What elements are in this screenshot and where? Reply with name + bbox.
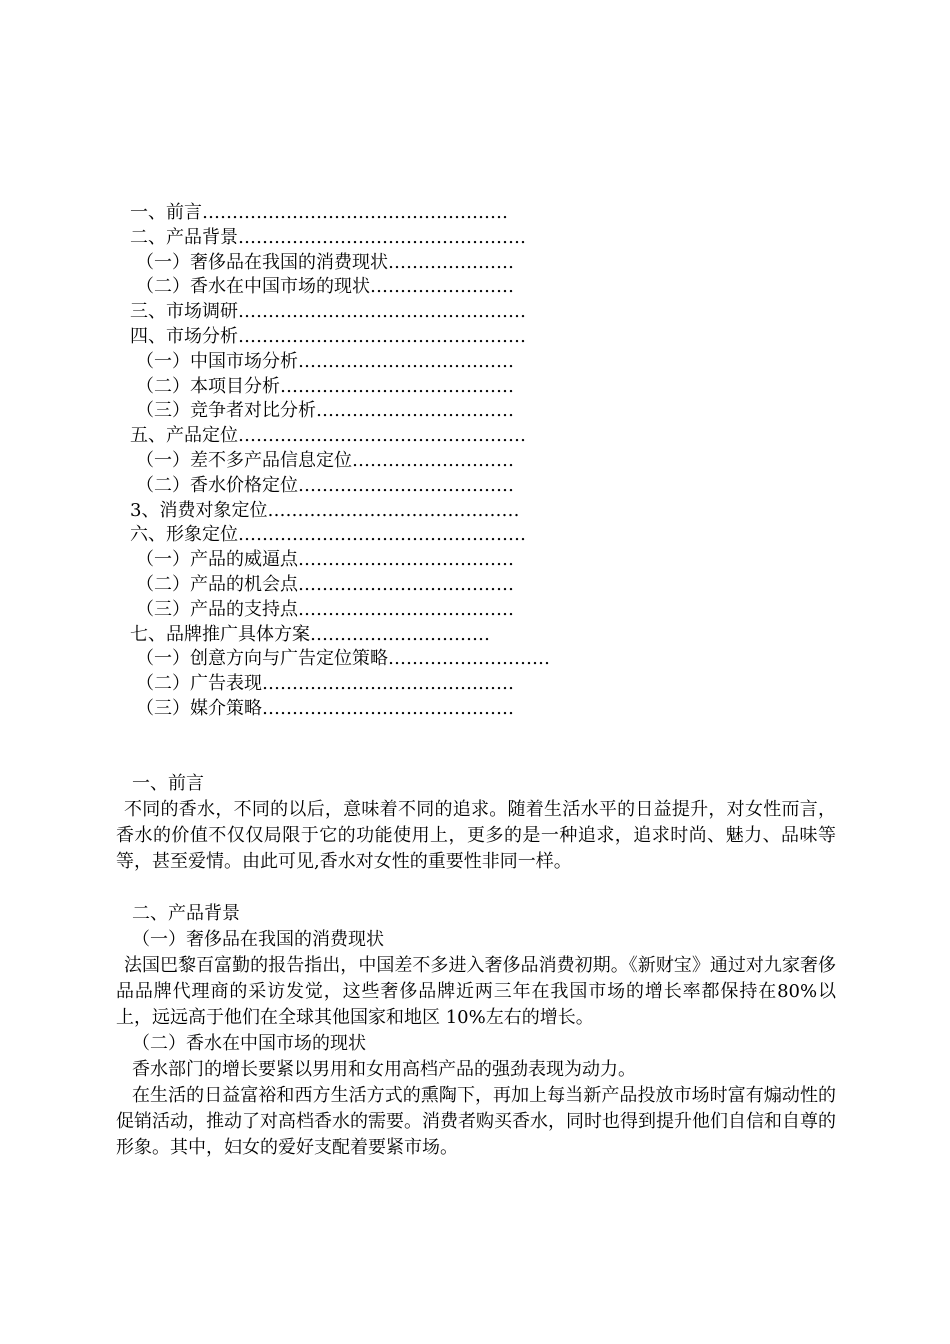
toc-item: （三）竞争者对比分析…………………………… xyxy=(136,400,514,422)
toc-item: 六、形象定位………………………………………… xyxy=(130,524,526,546)
toc-item: 七、品牌推广具体方案………………………… xyxy=(130,623,490,645)
paragraph: 不同的香水，不同的以后，意味着不同的追求。随着生活水平的日益提升，对女性而言，香水的价值不仅仅局限于它的功能使用上，更多的是一种追求，追求时尚、魅力、品味等等，甚至爱情。由此可见,香水对女性的重要性非同一样。 xyxy=(116,799,836,872)
section-heading: 一、前言 xyxy=(132,773,204,794)
toc-item: （二）广告表现…………………………………… xyxy=(136,673,514,695)
toc-item: 二、产品背景………………………………………… xyxy=(130,226,526,248)
toc-item: （一）中国市场分析……………………………… xyxy=(136,350,514,372)
paragraph: 香水部门的增长要紧以男用和女用高档产品的强劲表现为动力。 xyxy=(132,1059,636,1080)
toc-item: （二）香水价格定位……………………………… xyxy=(136,474,514,496)
paragraph: 在生活的日益富裕和西方生活方式的熏陶下，再加上每当新产品投放市场时富有煽动性的促销活动，推动了对高档香水的需要。消费者购买香水，同时也得到提升他们自信和自尊的形象。其中，妇女的爱好支配着要紧市场。 xyxy=(116,1085,836,1158)
toc-item: 一、前言…………………………………………… xyxy=(130,202,508,223)
subsection-heading: （二）香水在中国市场的现状 xyxy=(132,1033,366,1054)
toc-item: （一）奢侈品在我国的消费现状………………… xyxy=(136,251,514,273)
document-body xyxy=(116,771,836,1161)
toc-item: （二）产品的机会点……………………………… xyxy=(136,573,514,595)
table-of-contents xyxy=(130,201,690,722)
toc-item: 四、市场分析………………………………………… xyxy=(130,325,526,347)
toc-item: （一）产品的威逼点……………………………… xyxy=(136,549,514,571)
subsection-heading: （一）奢侈品在我国的消费现状 xyxy=(132,929,384,950)
toc-item: （三）媒介策略…………………………………… xyxy=(136,697,514,719)
spacer xyxy=(116,875,836,901)
toc-item: 五、产品定位………………………………………… xyxy=(130,425,526,447)
toc-item: （一）差不多产品信息定位……………………… xyxy=(136,449,514,471)
section-heading: 二、产品背景 xyxy=(132,903,240,924)
toc-item: （一）创意方向与广告定位策略……………………… xyxy=(136,648,550,670)
toc-item: 三、市场调研………………………………………… xyxy=(130,301,526,323)
toc-item: （三）产品的支持点……………………………… xyxy=(136,598,514,620)
paragraph: 法国巴黎百富勤的报告指出，中国差不多进入奢侈品消费初期。《新财宝》通过对九家奢侈品品牌代理商的采访发觉，这些奢侈品牌近两三年在我国市场的增长率都保持在80%以上，远远高于他们在全球其他国家和地区 10%左右的增长。 xyxy=(116,955,836,1028)
toc-item: 3、消费对象定位…………………………………… xyxy=(130,499,520,521)
toc-item: （二）本项目分析………………………………… xyxy=(136,375,514,397)
toc-item: （二）香水在中国市场的现状…………………… xyxy=(136,276,514,298)
